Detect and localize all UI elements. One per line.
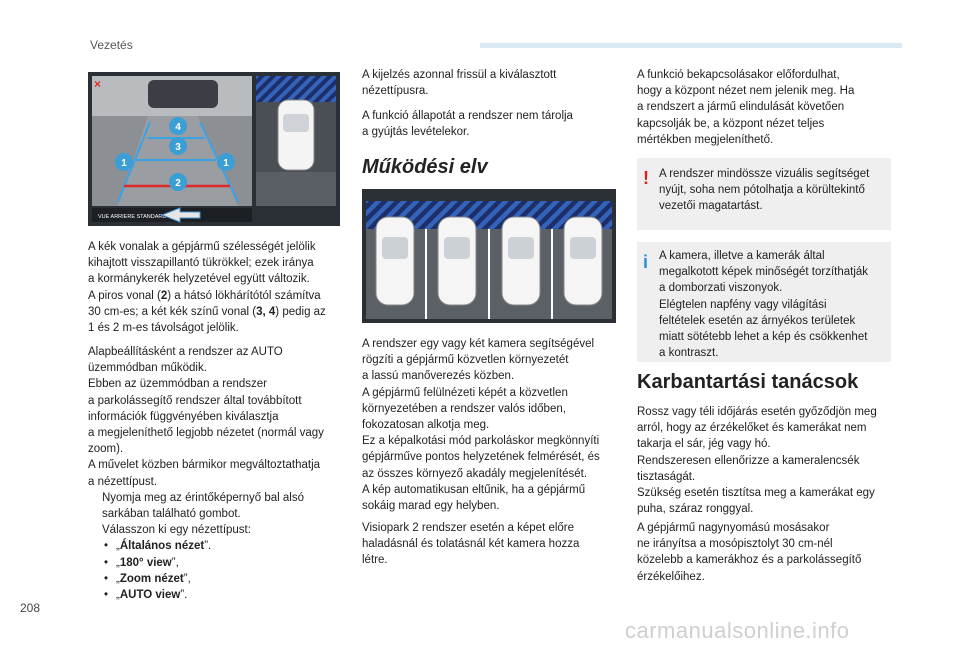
figure-caption: VUE ARRIERE STANDARD xyxy=(98,214,167,220)
marker-1-left: 1 xyxy=(121,158,127,169)
view-option-zoom: • „Zoom nézet”, xyxy=(104,572,191,585)
pressure-wash-paragraph: A gépjármű nagynyomású mosásakor ne irányítsa a mosópisztolyt 30 cm-nél közelebb a kamerákhoz és a parkolássegítő érzékelőihez. xyxy=(637,522,862,583)
display-update-paragraph: A kijelzés azonnal frissül a kiválasztott nézettípusra. xyxy=(362,69,557,98)
marker-2: 2 xyxy=(175,178,181,189)
page-number: 208 xyxy=(20,601,41,615)
bullet-select-view: Válasszon ki egy nézettípust: xyxy=(102,524,251,537)
view-option-180: • „180° view”, xyxy=(104,556,179,569)
principle-paragraph: A rendszer egy vagy két kamera segítségével rögzíti a gépjármű közvetlen környezetét a lassú manőverezés közben. A gépjármű felülnézeti képét a közvetlen környezetében a rendszer valós időben, fokozatosan alkotja meg. Ez a képalkotási mód parkoláskor megkönnyíti gépjárműve pontos helyzetének felmérését, és az összes környező akadály megjelenítését. A kép automatikusan eltűnik, ha a gépjármű sokáig marad egy helyben. xyxy=(362,338,600,513)
top-view-parking-figure xyxy=(362,189,616,323)
rear-camera-figure xyxy=(88,72,340,226)
visiopark-paragraph: Visiopark 2 rendszer esetén a képet előre haladásnál és tolatásnál két kamera hozza létre. xyxy=(362,522,580,567)
maintenance-heading: Karbantartási tanácsok xyxy=(637,371,859,393)
view-option-general: • „Általános nézet”. xyxy=(104,540,212,553)
info-note: i A kamera, illetve a kamerák által megalkotott képek minőségét torzíthatják a domborzati viszonyok. Elégtelen napfény vagy világítási feltételek esetén az árnyékos területek miatt sötétebb lehet a kép és csökkenhet a kontraszt. xyxy=(637,242,891,362)
warning-note: ! A rendszer mindössze vizuális segítséget nyújt, soha nem pótolhatja a körültekintő vezetői magatartást. xyxy=(637,158,891,230)
marker-4: 4 xyxy=(175,122,181,133)
info-icon: i xyxy=(643,252,649,272)
warning-icon: ! xyxy=(643,168,649,188)
marker-1-right: 1 xyxy=(223,158,229,169)
weather-paragraph: Rossz vagy téli időjárás esetén győződjön meg arról, hogy az érzékelőket és kamerákat nem takarja el sár, jég vagy hó. Rendszeresen ellenőrizze a kameralencsék tisztaságát. Szükség esetén tisztítsa meg a kamerákat egy puha, száraz ronggyal. xyxy=(637,406,877,516)
parking-top-view-illustration xyxy=(362,189,616,323)
operating-principle-heading: Működési elv xyxy=(362,156,488,178)
svg-text:×: × xyxy=(94,77,102,91)
blue-lines-paragraph: A kék vonalak a gépjármű szélességét jelölik kihajtott visszapillantó tükrökkel; ezek iránya a kormánykerék helyzetével együtt változik. A piros vonal (2) a hátsó lökhárítótól számítva 30 cm-es; a két kék színű vonal (3, 4) pedig az 1 és 2 m-es távolságot jelölik. xyxy=(88,241,326,335)
activation-paragraph: A funkció bekapcsolásakor előfordulhat, hogy a központ nézet nem jelenik meg. Ha a rendszert a jármű elindulását követően kapcsolják be, a központ nézet teljes mértékben megjeleníthető. xyxy=(637,69,855,146)
view-option-auto: • „AUTO view”. xyxy=(104,589,188,602)
marker-3: 3 xyxy=(175,142,181,153)
rear-camera-illustration xyxy=(88,72,340,226)
watermark: carmanualsonline.info xyxy=(625,618,850,643)
bullet-press-button: Nyomja meg az érintőképernyő bal alsó sarkában található gombot. xyxy=(102,491,304,521)
section-title: Vezetés xyxy=(90,38,133,52)
auto-mode-paragraph: Alapbeállításként a rendszer az AUTO üzemmódban működik. Ebben az üzemmódban a rendszer a parkolássegítő rendszer által továbbított információk függvényében kiválasztja a megjeleníthető legjobb nézetet (normál vagy zoom). A művelet közben bármikor megváltoztathatja a nézettípust. Nyomja meg az érintőképernyő bal alsó sarkában található gombot. Válasszon ki egy nézettípust: • „Általános nézet”. • „180° view”, • „Zoom nézet”, • „AUTO view”. xyxy=(88,344,350,603)
header-accent-bar xyxy=(480,43,902,48)
state-not-stored-paragraph: A funkció állapotát a rendszer nem tárolja a gyújtás levételekor. xyxy=(362,110,573,139)
